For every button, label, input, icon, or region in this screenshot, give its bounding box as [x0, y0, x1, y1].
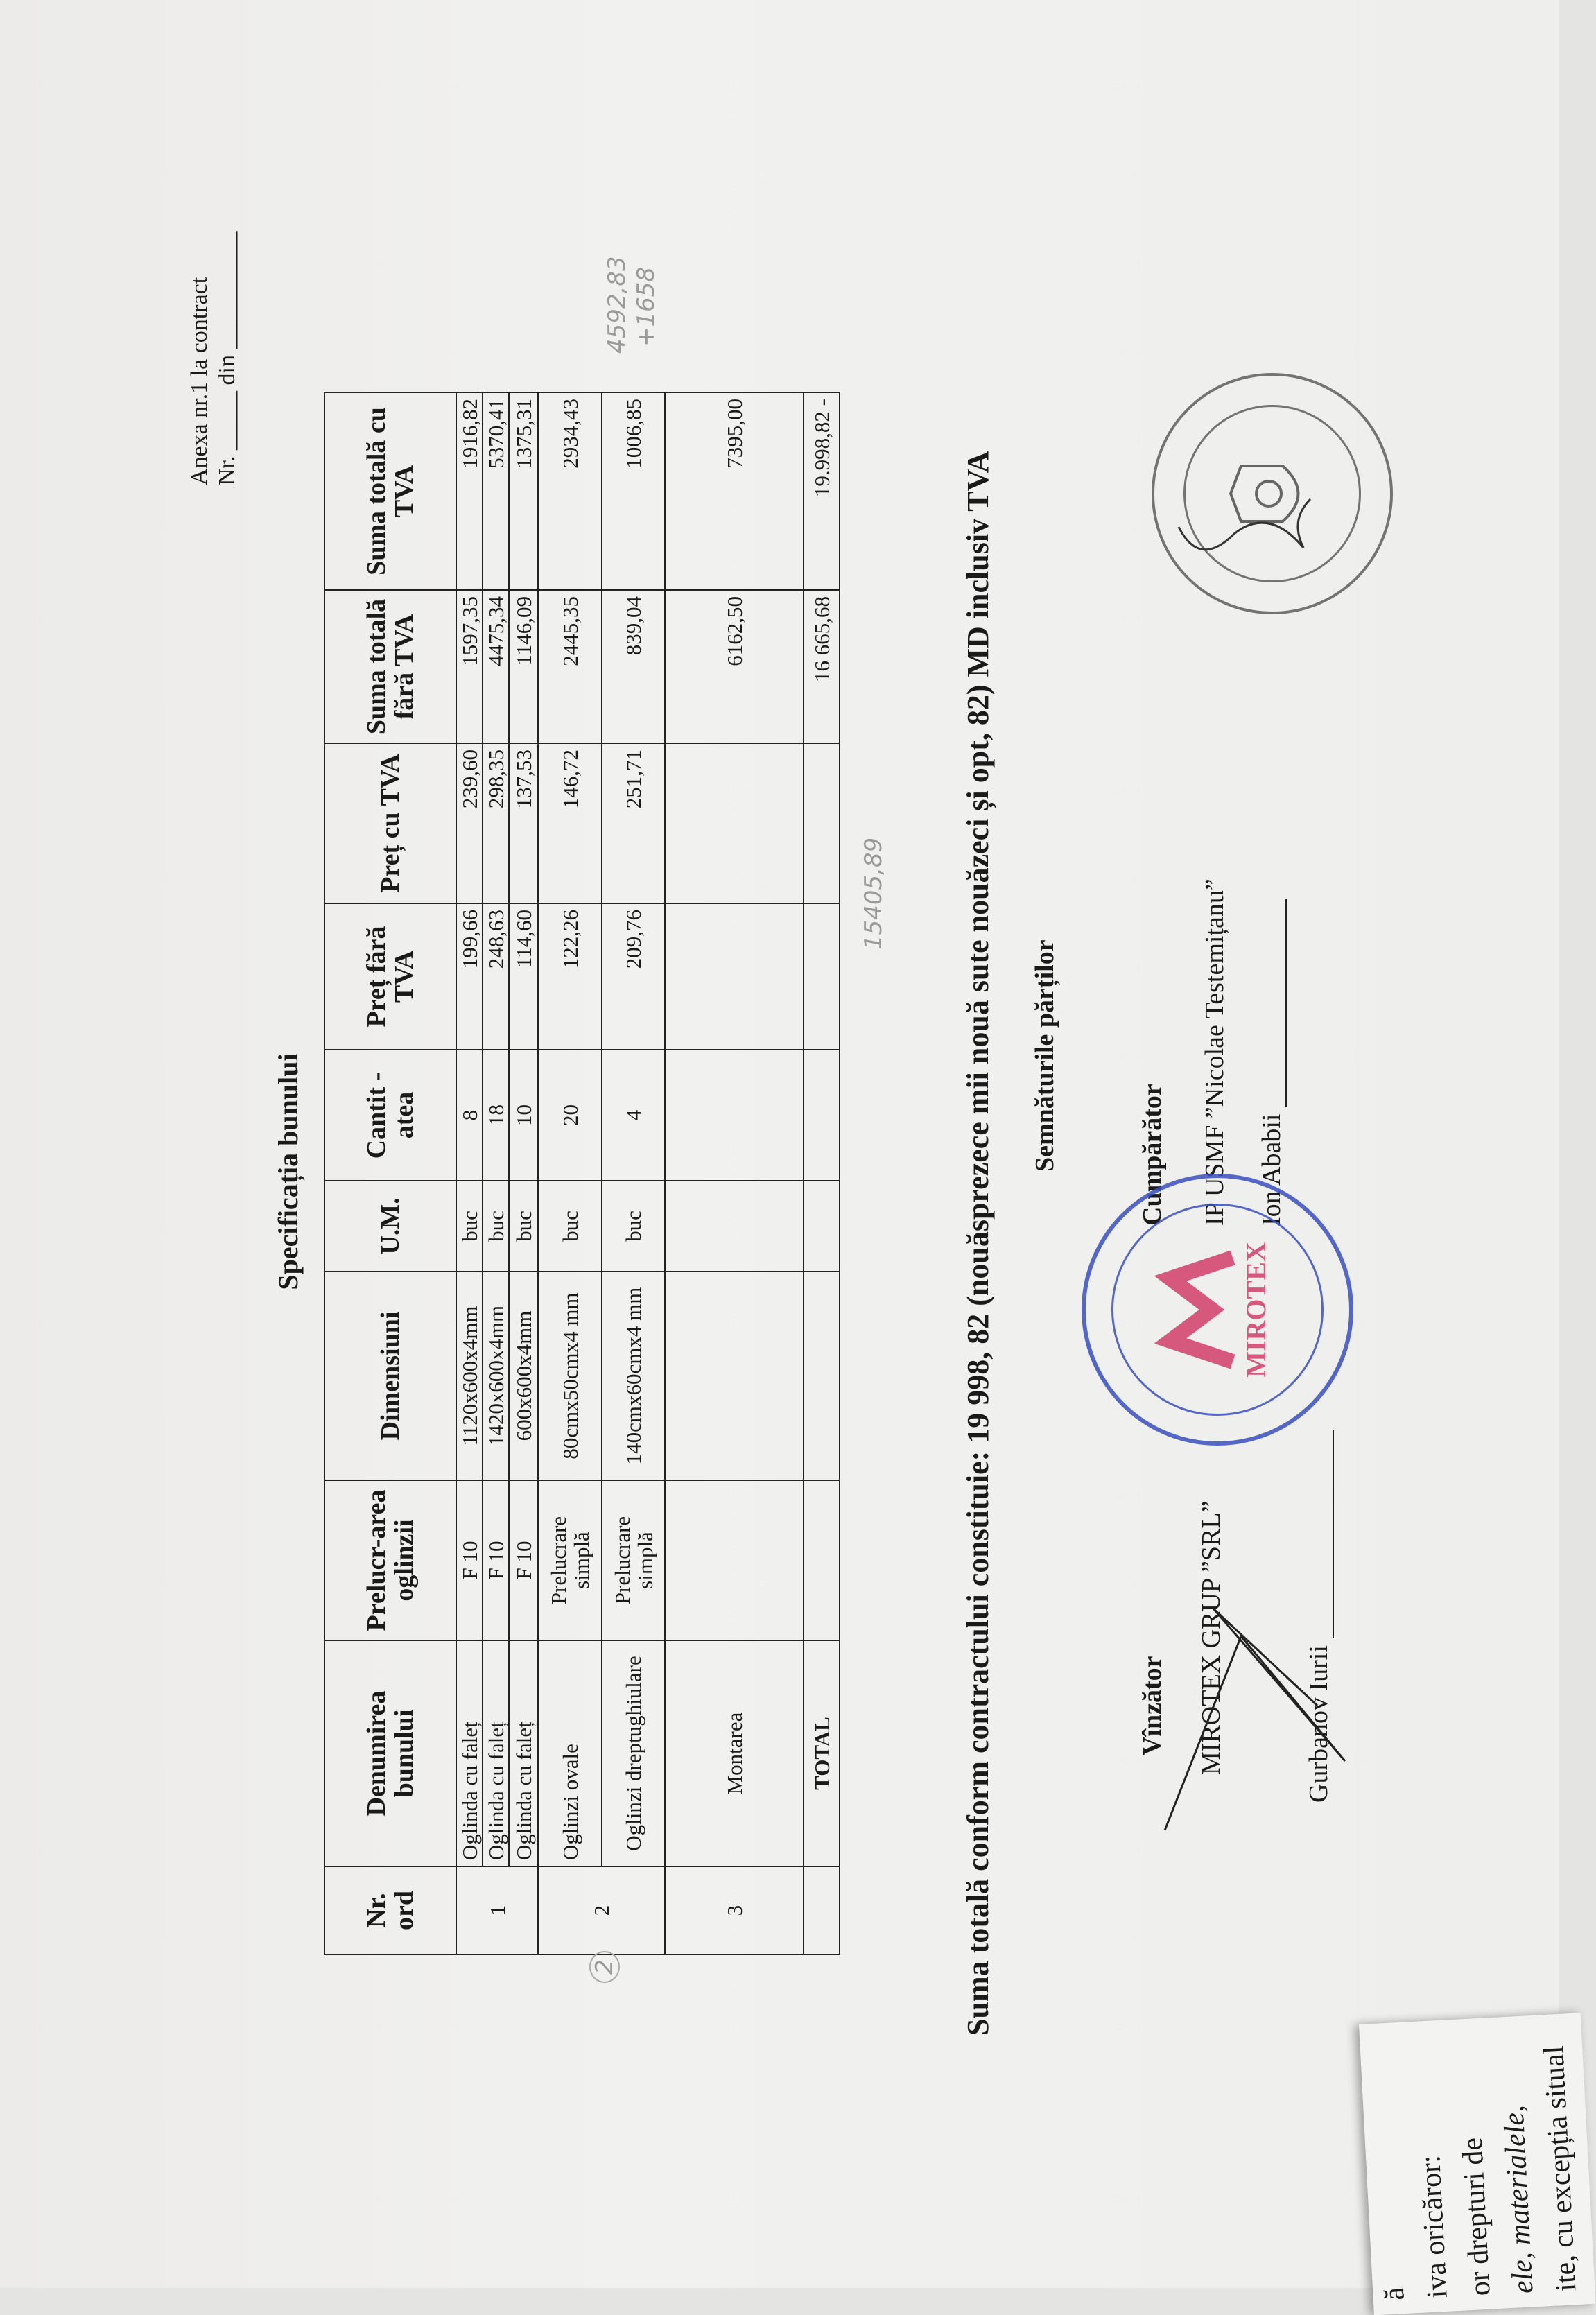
table-cell: 251,71 [602, 743, 665, 903]
table-cell: 140cmx60cmx4 mm [602, 1272, 665, 1480]
table-cell [665, 743, 804, 903]
table-cell [665, 1181, 804, 1272]
column-header: Preț fără TVA [324, 903, 456, 1050]
table-cell: Oglinda cu faleț [456, 1640, 483, 1866]
annex-number-line: Nr. _____ din __________ [214, 231, 240, 485]
row-number: 1 [456, 1866, 538, 1954]
table-cell [804, 1866, 840, 1954]
table-cell: 1916,82 [456, 392, 483, 590]
table-cell: 2934,43 [538, 392, 602, 590]
column-header: Suma totală fără TVA [324, 590, 456, 743]
table-cell: 1146,09 [509, 590, 538, 743]
row-number: 3 [665, 1866, 804, 1954]
table-cell: buc [509, 1181, 538, 1272]
table-cell: 1420x600x4mm [483, 1272, 509, 1480]
table-cell: 4 [602, 1050, 665, 1181]
table-cell: 6162,50 [665, 590, 804, 743]
buyer-role: Cumpărător [1138, 1084, 1167, 1226]
table-cell: 199,66 [456, 903, 483, 1050]
page-title: Specificația bunului [272, 1053, 304, 1290]
handwritten-circle: 2 [589, 1951, 620, 1983]
total-row [804, 392, 840, 1954]
table-cell [665, 903, 804, 1050]
table-cell: Oglinda cu faleț [509, 1640, 538, 1866]
table-cell: 600x600x4mm [509, 1272, 538, 1480]
table-cell: buc [483, 1181, 509, 1272]
column-header: Cantit -atea [324, 1050, 456, 1181]
seller-company: MIROTEX GRUP ”SRL” [1197, 1500, 1226, 1775]
table-cell: 10 [509, 1050, 538, 1181]
table-cell: F 10 [456, 1480, 483, 1640]
table-cell [804, 1272, 840, 1480]
specification-table [324, 392, 840, 1955]
handwritten-note: 4592,83 [603, 256, 631, 354]
table-cell: Oglinzi dreptughiulare [602, 1640, 665, 1866]
total-sum-with-vat: 19.998,82 - [804, 392, 840, 590]
table-cell: 146,72 [538, 743, 602, 903]
table-row [665, 392, 804, 1954]
table-cell: 8 [456, 1050, 483, 1181]
table-cell: Oglinzi ovale [538, 1640, 602, 1866]
column-header: Suma totală cu TVA [324, 392, 456, 590]
row-number: 2 [538, 1866, 665, 1954]
table-cell [804, 903, 840, 1050]
table-cell: buc [456, 1181, 483, 1272]
table-cell: 1120x600x4mm [456, 1272, 483, 1480]
table-cell: Prelucrare simplă [538, 1480, 602, 1640]
table-cell: 1006,85 [602, 392, 665, 590]
table-cell: 298,35 [483, 743, 509, 903]
total-sum-without-vat: 16 665,68 [804, 590, 840, 743]
table-cell [804, 743, 840, 903]
table-cell: 4475,34 [483, 590, 509, 743]
handwritten-note: +1658 [632, 266, 660, 347]
table-cell: 2445,35 [538, 590, 602, 743]
table-cell [804, 1050, 840, 1181]
table-cell: 114,60 [509, 903, 538, 1050]
buyer-signature-icon [1172, 444, 1338, 610]
table-row [538, 392, 602, 1954]
seller-role: Vînzător [1138, 1656, 1167, 1755]
underlying-text: ele, materialele, [1498, 2104, 1540, 2295]
column-header: Nr. ord [324, 1866, 456, 1954]
table-cell: Montarea [665, 1640, 804, 1866]
table-header-row [324, 392, 456, 1954]
underlying-text: or drepturi de [1456, 2136, 1497, 2297]
table-cell: buc [602, 1181, 665, 1272]
table-cell: 839,04 [602, 590, 665, 743]
column-header: U.M. [324, 1181, 456, 1272]
total-label: TOTAL [804, 1640, 840, 1866]
table-cell: 137,53 [509, 743, 538, 903]
seller-signature-icon [1137, 1595, 1366, 1844]
table-cell: 248,63 [483, 903, 509, 1050]
column-header: Dimensiuni [324, 1272, 456, 1480]
signatures-heading: Semnăturile părților [1030, 939, 1059, 1172]
table-cell: 5370,41 [483, 392, 509, 590]
table-row [509, 392, 538, 1954]
buyer-name: Ion Ababii [1257, 1113, 1286, 1226]
mirotex-logo-icon [1163, 1251, 1240, 1369]
seller-stamp: MIROTEX [1082, 1174, 1353, 1446]
table-cell: 7395,00 [665, 392, 804, 590]
table-row [483, 392, 509, 1954]
table-cell [665, 1050, 804, 1181]
table-row [602, 392, 665, 1954]
table-cell: F 10 [483, 1480, 509, 1640]
underlying-text: ă [1378, 2286, 1411, 2302]
table-cell [804, 1181, 840, 1272]
column-header: Prelucr-area oglinzii [324, 1480, 456, 1640]
table-cell: 209,76 [602, 903, 665, 1050]
table-cell: 1597,35 [456, 590, 483, 743]
handwritten-note: 15405,89 [860, 837, 887, 950]
column-header: Preț cu TVA [324, 743, 456, 903]
buyer-signatory [1256, 899, 1287, 1226]
total-sum-sentence: Suma totală conform contractului constituie: 19 998, 82 (nouăsprezece mii nouă sute nouăzeci și opt, 82) MD inclusiv TVA [961, 451, 995, 2036]
buyer-company: IP USMF ”Nicolae Testemițanu” [1200, 878, 1229, 1226]
table-cell [665, 1480, 804, 1640]
column-header: Denumirea bunului [324, 1640, 456, 1866]
buyer-signature-line [1285, 899, 1287, 1107]
table-row [456, 392, 483, 1954]
annex-line: Anexa nr.1 la contract [187, 277, 212, 485]
table-cell: 20 [538, 1050, 602, 1181]
table-cell: 239,60 [456, 743, 483, 903]
annex-reference [186, 132, 241, 485]
table-cell: buc [538, 1181, 602, 1272]
table-cell: 1375,31 [509, 392, 538, 590]
underlying-page [1359, 2013, 1596, 2315]
table-cell: F 10 [509, 1480, 538, 1640]
underlying-text: iva oricăror: [1414, 2154, 1454, 2299]
table-cell: Oglinda cu faleț [483, 1640, 509, 1866]
table-cell: Prelucrare simplă [602, 1480, 665, 1640]
table-cell: 80cmx50cmx4 mm [538, 1272, 602, 1480]
table-cell: 18 [483, 1050, 509, 1181]
table-cell: 122,26 [538, 903, 602, 1050]
underlying-text: ite, cu excepția situal [1538, 2045, 1583, 2293]
table-cell [804, 1480, 840, 1640]
seller-name: Gurbanov Iurii [1304, 1645, 1333, 1803]
table-cell [665, 1272, 804, 1480]
